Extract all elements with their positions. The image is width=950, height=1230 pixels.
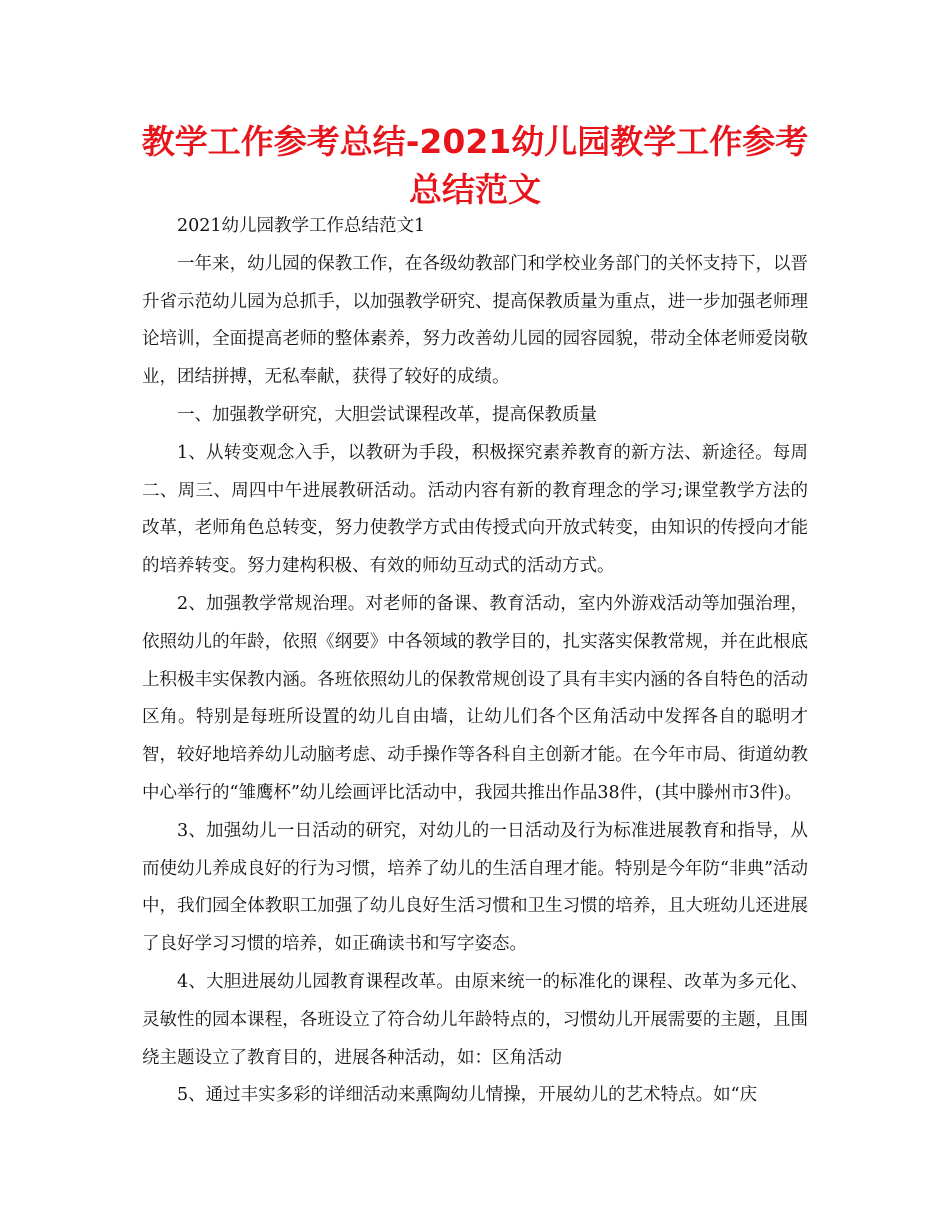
document-title: 教学工作参考总结-2021幼儿园教学工作参考总结范文 bbox=[141, 122, 809, 209]
paragraph-intro: 一年来，幼儿园的保教工作，在各级幼教部门和学校业务部门的关怀支持下，以晋升省示范幼儿园为总抓手，以加强教学研究、提高保教质量为重点，进一步加强老师理论培训，全面提高老师的整体素养，努力改善幼儿园的园容园貌，带动全体老师爱岗敬业，团结拼搏，无私奉献，获得了较好的成绩。 bbox=[142, 253, 808, 388]
paragraph-item-1: 1、从转变观念入手，以教研为手段，积极探究素养教育的新方法、新途径。每周二、周三、周四中午进展教研活动。活动内容有新的教育理念的学习;课堂教学方法的改革，老师角色总转变，努力使教学方式由传授式向开放式转变，由知识的传授向才能的培养转变。努力建构积极、有效的师幼互动式的活动方式。 bbox=[142, 442, 808, 577]
paragraph-item-5: 5、通过丰实多彩的详细活动来熏陶幼儿情操，开展幼儿的艺术特点。如“庆 bbox=[177, 1085, 758, 1106]
document-body bbox=[142, 208, 808, 1115]
paragraph-item-3: 3、加强幼儿一日活动的研究，对幼儿的一日活动及行为标准进展教育和指导，从而使幼儿养成良好的行为习惯，培养了幼儿的生活自理才能。特别是今年防“非典”活动中，我们园全体教职工加强了幼儿良好生活习惯和卫生习惯的培养，且大班幼儿还进展了良好学习习惯的培养，如正确读书和写字姿态。 bbox=[142, 820, 808, 955]
paragraph-item-2: 2、加强教学常规治理。对老师的备课、教育活动，室内外游戏活动等加强治理，依照幼儿的年龄，依照《纲要》中各领域的教学目的，扎实落实保教常规，并在此根底上积极丰实保教内涵。各班依照幼儿的保教常规创设了具有丰实内涵的各自特色的活动区角。特别是每班所设置的幼儿自由墙，让幼儿们各个区角活动中发挥各自的聪明才智，较好地培养幼儿动脑考虑、动手操作等各科自主创新才能。在今年市局、街道幼教中心举行的“雏鹰杯”幼儿绘画评比活动中，我园共推出作品38件，(其中滕州市3件)。 bbox=[142, 593, 808, 803]
document-subtitle: 2021幼儿园教学工作总结范文1 bbox=[177, 216, 426, 236]
paragraph-item-4: 4、大胆进展幼儿园教育课程改革。由原来统一的标准化的课程、改革为多元化、灵敏性的园本课程，各班设立了符合幼儿年龄特点的，习惯幼儿开展需要的主题，且围绕主题设立了教育目的，进展各种活动，如：区角活动 bbox=[142, 971, 808, 1068]
section-heading: 一、加强教学研究，大胆尝试课程改革，提高保教质量 bbox=[177, 404, 597, 425]
